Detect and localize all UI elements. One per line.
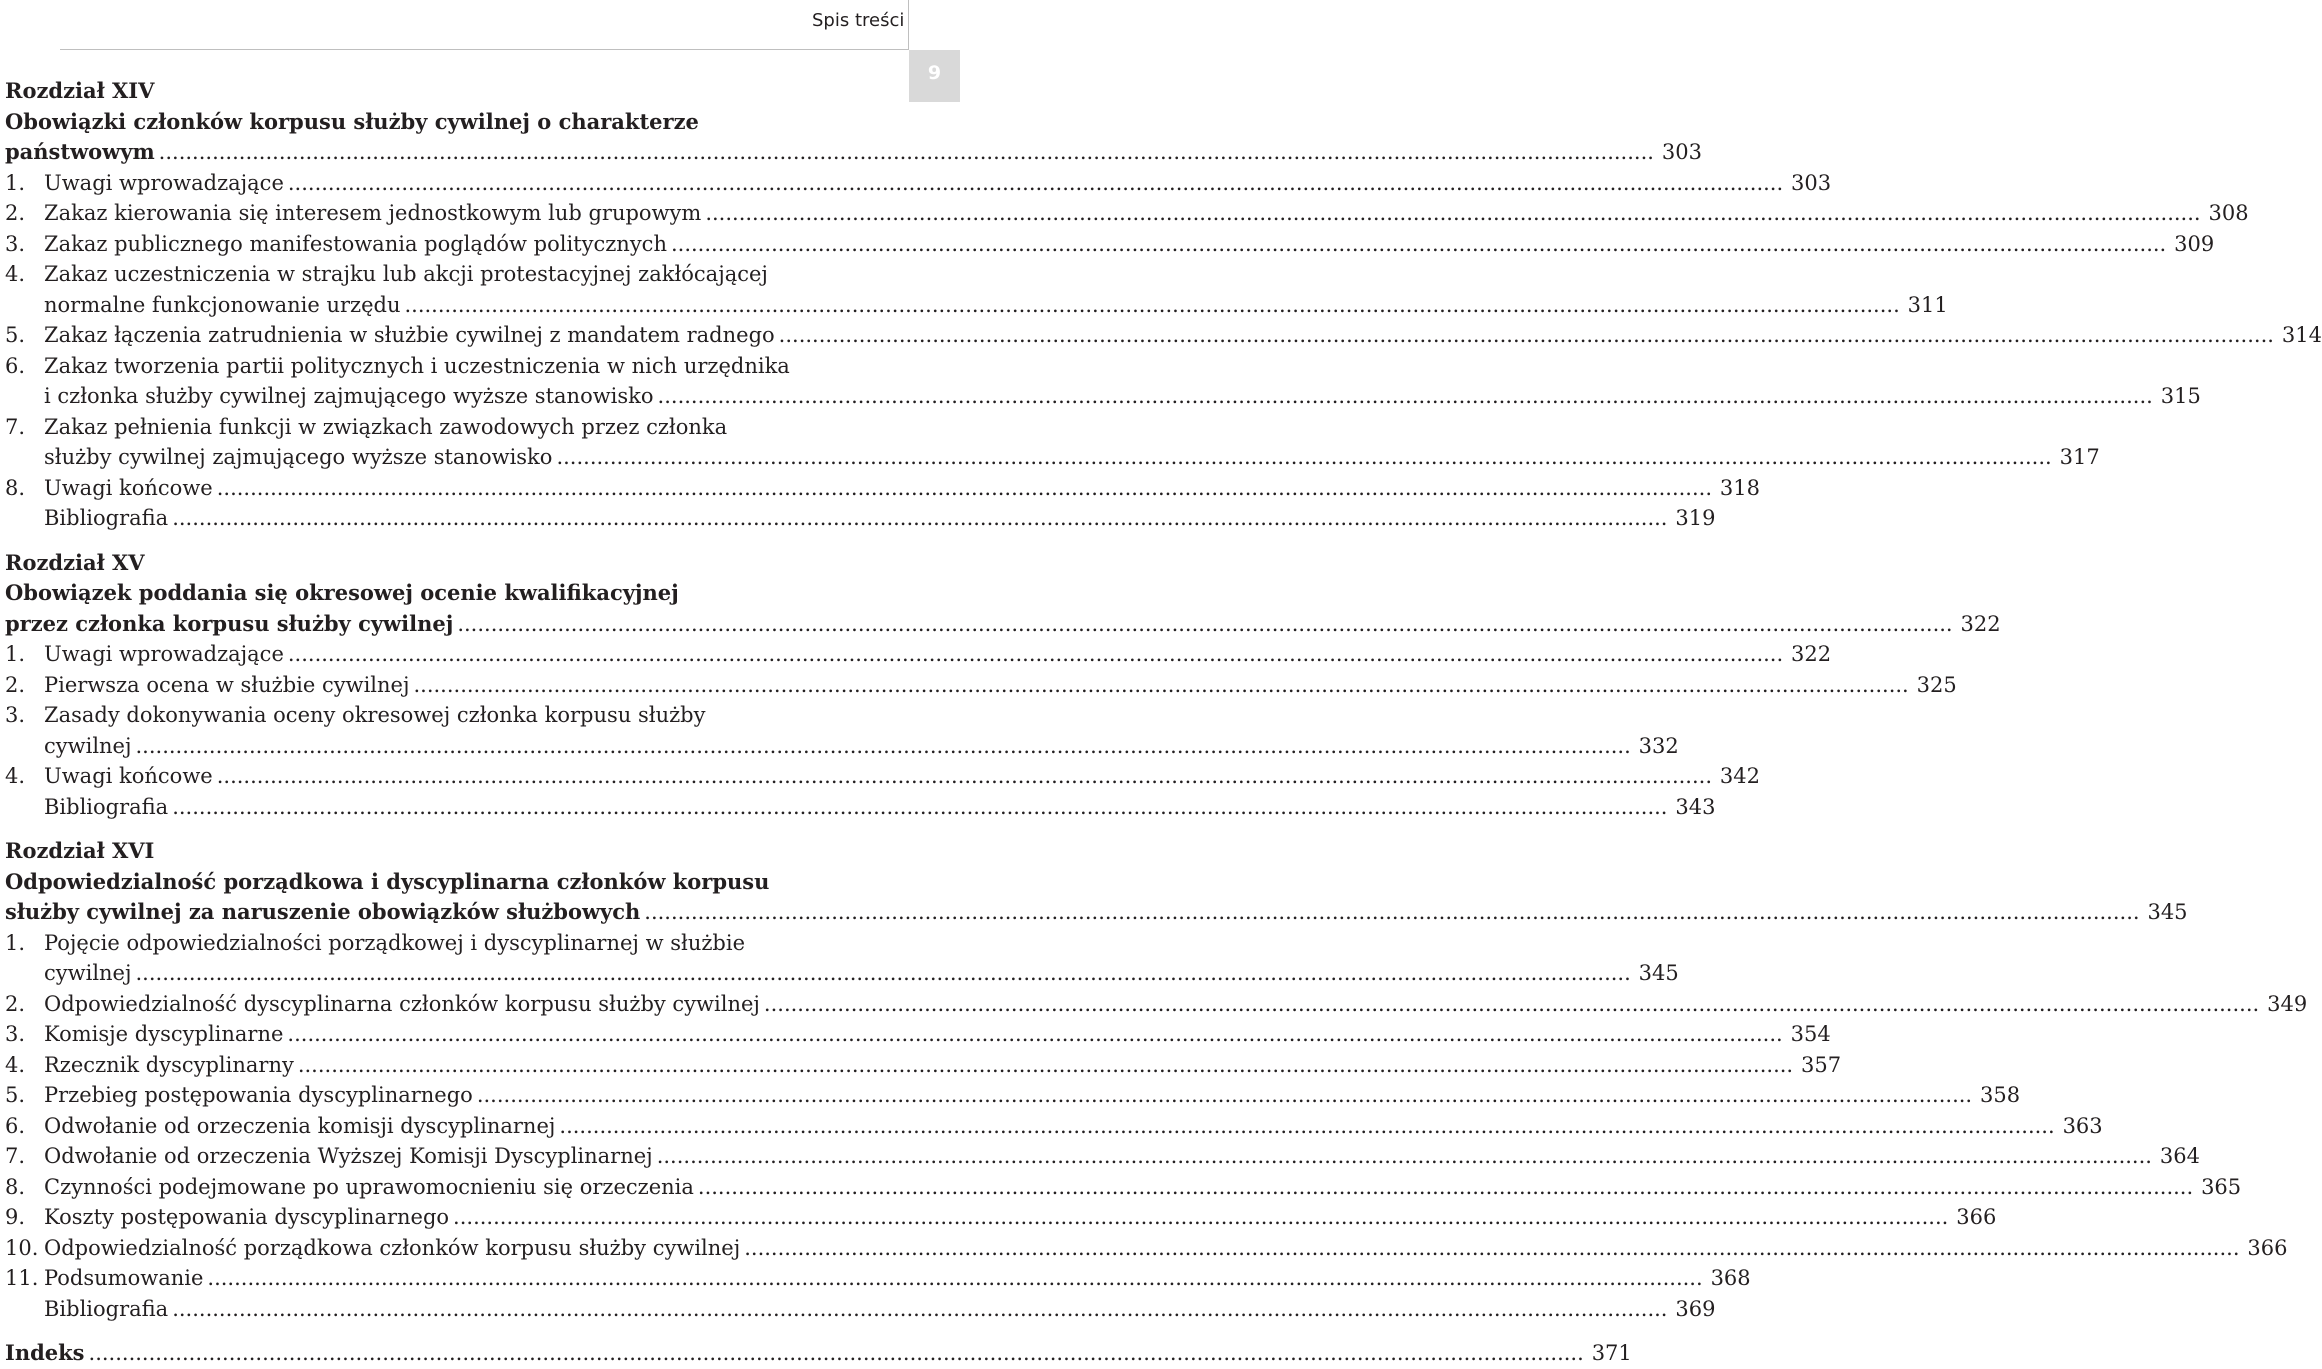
running-header: Spis treści: [812, 10, 905, 31]
dot-leader: [298, 1050, 1793, 1081]
entry-number: 8.: [5, 1174, 26, 1199]
entry-number: 7.: [5, 1144, 26, 1168]
entry-number: 1.: [5, 930, 26, 955]
dot-leader: [705, 198, 2200, 229]
index-title: Indeks: [5, 1340, 85, 1365]
entry-page: 314: [2281, 323, 2322, 347]
toc-entry: [5, 320, 2322, 351]
entry-page: 325: [1916, 672, 1957, 697]
toc-entry: [5, 290, 1948, 321]
header-rule: [60, 49, 908, 50]
chapter-section: [5, 836, 2308, 1324]
entry-title: i członka służby cywilnej zajmującego wyższe stanowisko: [44, 384, 654, 408]
entry-page: 319: [1675, 506, 1716, 530]
entry-number: 1.: [5, 642, 26, 666]
toc-entry: [5, 989, 2308, 1020]
index-entry: [5, 1338, 1632, 1369]
entry-number: 5.: [5, 323, 26, 347]
toc-entry: [5, 731, 1679, 762]
entry-title: Zakaz pełnienia funkcji w związkach zawodowych przez członka: [44, 414, 728, 439]
chapter-page: 303: [1661, 140, 1702, 164]
entry-page: 311: [1907, 292, 1948, 317]
entry-number: 2.: [5, 672, 26, 697]
toc-entry: [5, 1172, 2242, 1203]
toc-entry: [5, 1019, 1831, 1050]
section-gap: [5, 822, 887, 836]
entry-title: Czynności podejmowane po uprawomocnieniu się orzeczenia: [44, 1174, 694, 1199]
dot-leader: [172, 1294, 1667, 1325]
entry-title: Rzecznik dyscyplinarny: [44, 1052, 294, 1077]
entry-number: 5.: [5, 1083, 26, 1107]
entry-page: 315: [2160, 384, 2201, 408]
entry-title: Odwołanie od orzeczenia Wyższej Komisji Dyscyplinarnej: [44, 1144, 653, 1168]
section-gap: [5, 1324, 887, 1338]
chapter-title: służby cywilnej za naruszenie obowiązków służbowych: [5, 899, 641, 924]
dot-leader: [207, 1263, 1702, 1294]
entry-title: Uwagi końcowe: [44, 764, 213, 788]
entry-title: Pojęcie odpowiedzialności porządkowej i dyscyplinarnej w służbie: [44, 930, 746, 955]
entry-title: Bibliografia: [44, 506, 169, 530]
entry-title: Bibliografia: [44, 794, 169, 819]
entry-number: 11.: [5, 1266, 39, 1290]
chapter-label: Rozdział XIV: [5, 78, 155, 103]
entry-page: 317: [2059, 445, 2100, 469]
chapter-title-line: [5, 137, 1702, 168]
toc-entry: [5, 928, 887, 959]
toc-entry: [5, 1263, 1751, 1294]
index-page: 371: [1591, 1341, 1632, 1365]
toc-entry: [5, 351, 887, 382]
toc-entry: [5, 229, 2215, 260]
chapter-title-line: [5, 897, 2188, 928]
dot-leader: [644, 897, 2139, 928]
dot-leader: [172, 503, 1667, 534]
entry-page: 345: [1638, 961, 1679, 985]
header-divider: [908, 0, 909, 50]
dot-leader: [764, 989, 2259, 1020]
entry-page: 366: [2247, 1235, 2288, 1260]
entry-number: 6.: [5, 1113, 26, 1138]
entry-page: 303: [1791, 170, 1832, 195]
toc-entry: [5, 670, 1957, 701]
entry-title: Pierwsza ocena w służbie cywilnej: [44, 672, 410, 697]
toc-entry: [5, 792, 1716, 823]
entry-page: 332: [1638, 733, 1679, 758]
entry-page: 369: [1675, 1296, 1716, 1321]
dot-leader: [217, 761, 1712, 792]
entry-title: normalne funkcjonowanie urzędu: [44, 292, 401, 317]
chapter-title-line: [5, 107, 887, 138]
entry-page: 364: [2159, 1144, 2200, 1168]
entry-number: 3.: [5, 1022, 26, 1046]
entry-number: 4.: [5, 1052, 26, 1077]
chapter-page: 345: [2147, 900, 2188, 924]
entry-number: 1.: [5, 170, 26, 195]
entry-title: cywilnej: [44, 961, 132, 985]
entry-title: służby cywilnej zajmującego wyższe stanowisko: [44, 445, 553, 469]
toc-entry: [5, 761, 1760, 792]
toc-entry: [5, 198, 2249, 229]
entry-title: Zakaz kierowania się interesem jednostkowym lub grupowym: [44, 201, 702, 225]
entry-number: 2.: [5, 201, 26, 225]
chapter-title: Obowiązki członków korpusu służby cywilnej o charakterze: [5, 108, 699, 134]
dot-leader: [89, 1338, 1584, 1369]
dot-leader: [413, 670, 1908, 701]
entry-title: Koszty postępowania dyscyplinarnego: [44, 1205, 450, 1229]
chapter-page: 322: [1960, 611, 2001, 636]
entry-page: 365: [2201, 1174, 2242, 1199]
entry-page: 322: [1791, 642, 1832, 666]
dot-leader: [657, 1141, 2152, 1172]
entry-number: 3.: [5, 703, 26, 727]
entry-number: 6.: [5, 353, 26, 378]
dot-leader: [457, 609, 1952, 640]
toc-entry: [5, 1050, 1842, 1081]
dot-leader: [671, 229, 2166, 260]
toc-entry: [5, 639, 1832, 670]
dot-leader: [172, 792, 1667, 823]
entry-number: 3.: [5, 231, 26, 256]
dot-leader: [136, 958, 1631, 989]
entry-title: Uwagi wprowadzające: [44, 170, 284, 195]
entry-page: 366: [1956, 1205, 1997, 1229]
toc-entry: [5, 442, 2100, 473]
entry-title: Podsumowanie: [44, 1266, 204, 1290]
toc-entry: [5, 1233, 2288, 1264]
entry-title: Odpowiedzialność dyscyplinarna członków korpusu służby cywilnej: [44, 991, 760, 1016]
chapter-section: [5, 76, 2322, 534]
entry-number: 2.: [5, 991, 26, 1016]
toc-entry: [5, 473, 1760, 504]
dot-leader: [779, 320, 2274, 351]
entry-title: Zakaz publicznego manifestowania poglądów politycznych: [44, 231, 667, 256]
entry-number: 4.: [5, 262, 26, 286]
chapter-section: [5, 548, 2001, 823]
dot-leader: [287, 1019, 1782, 1050]
toc-entry: [5, 1141, 2200, 1172]
entry-title: Przebieg postępowania dyscyplinarnego: [44, 1083, 473, 1107]
entry-page: 342: [1719, 764, 1760, 788]
toc-entry: [5, 259, 887, 290]
chapter-title: przez członka korpusu służby cywilnej: [5, 610, 454, 636]
table-of-contents: [5, 76, 2322, 1369]
entry-number: 9.: [5, 1205, 26, 1229]
entry-number: 8.: [5, 475, 26, 500]
entry-page: 343: [1675, 794, 1716, 819]
entry-page: 308: [2208, 201, 2249, 225]
toc-entry: [5, 412, 887, 443]
chapter-title: Odpowiedzialność porządkowa i dyscyplinarna członków korpusu: [5, 868, 770, 894]
dot-leader: [136, 731, 1631, 762]
toc-entry: [5, 503, 1716, 534]
dot-leader: [288, 168, 1783, 199]
dot-leader: [559, 1111, 2054, 1142]
toc-entry: [5, 1080, 2021, 1111]
entry-title: cywilnej: [44, 733, 132, 758]
chapter-title: państwowym: [5, 139, 155, 164]
dot-leader: [744, 1233, 2239, 1264]
entry-page: 309: [2174, 231, 2215, 256]
dot-leader: [217, 473, 1712, 504]
dot-leader: [556, 442, 2051, 473]
dot-leader: [477, 1080, 1972, 1111]
chapter-title-line: [5, 609, 2001, 640]
entry-title: Odpowiedzialność porządkowa członków korpusu służby cywilnej: [44, 1235, 741, 1260]
dot-leader: [288, 639, 1783, 670]
page-number-tab: 9: [909, 50, 960, 102]
entry-title: Komisje dyscyplinarne: [44, 1022, 284, 1046]
entry-number: 4.: [5, 764, 26, 788]
dot-leader: [698, 1172, 2193, 1203]
section-gap: [5, 534, 887, 548]
entry-page: 368: [1710, 1266, 1751, 1290]
toc-entry: [5, 700, 887, 731]
toc-entry: [5, 1294, 1716, 1325]
entry-page: 358: [1980, 1083, 2021, 1107]
entry-page: 354: [1790, 1022, 1831, 1046]
entry-title: Zakaz łączenia zatrudnienia w służbie cywilnej z mandatem radnego: [44, 323, 775, 347]
entry-title: Zakaz tworzenia partii politycznych i uczestniczenia w nich urzędnika: [44, 353, 790, 378]
toc-entry: [5, 381, 2201, 412]
entry-title: Bibliografia: [44, 1296, 169, 1321]
chapter-label: Rozdział XVI: [5, 838, 155, 863]
entry-page: 357: [1801, 1052, 1842, 1077]
dot-leader: [159, 137, 1654, 168]
entry-page: 363: [2062, 1113, 2103, 1138]
entry-number: 10.: [5, 1235, 39, 1260]
toc-entry: [5, 1202, 1997, 1233]
entry-title: Zasady dokonywania oceny okresowej członka korpusu służby: [44, 703, 706, 727]
chapter-label: Rozdział XV: [5, 549, 145, 575]
dot-leader: [404, 290, 1899, 321]
entry-title: Odwołanie od orzeczenia komisji dyscyplinarnej: [44, 1113, 556, 1138]
dot-leader: [453, 1202, 1948, 1233]
dot-leader: [658, 381, 2153, 412]
entry-page: 318: [1719, 475, 1760, 500]
chapter-title: Obowiązek poddania się okresowej ocenie kwalifikacyjnej: [5, 580, 679, 605]
entry-title: Uwagi końcowe: [44, 475, 213, 500]
entry-number: 7.: [5, 414, 26, 439]
entry-title: Uwagi wprowadzające: [44, 642, 284, 666]
chapter-title-line: [5, 867, 887, 898]
toc-entry: [5, 958, 1679, 989]
toc-entry: [5, 1111, 2103, 1142]
entry-title: Zakaz uczestniczenia w strajku lub akcji protestacyjnej zakłócającej: [44, 262, 768, 286]
entry-page: 349: [2267, 991, 2308, 1016]
chapter-title-line: [5, 578, 887, 609]
toc-entry: [5, 168, 1832, 199]
